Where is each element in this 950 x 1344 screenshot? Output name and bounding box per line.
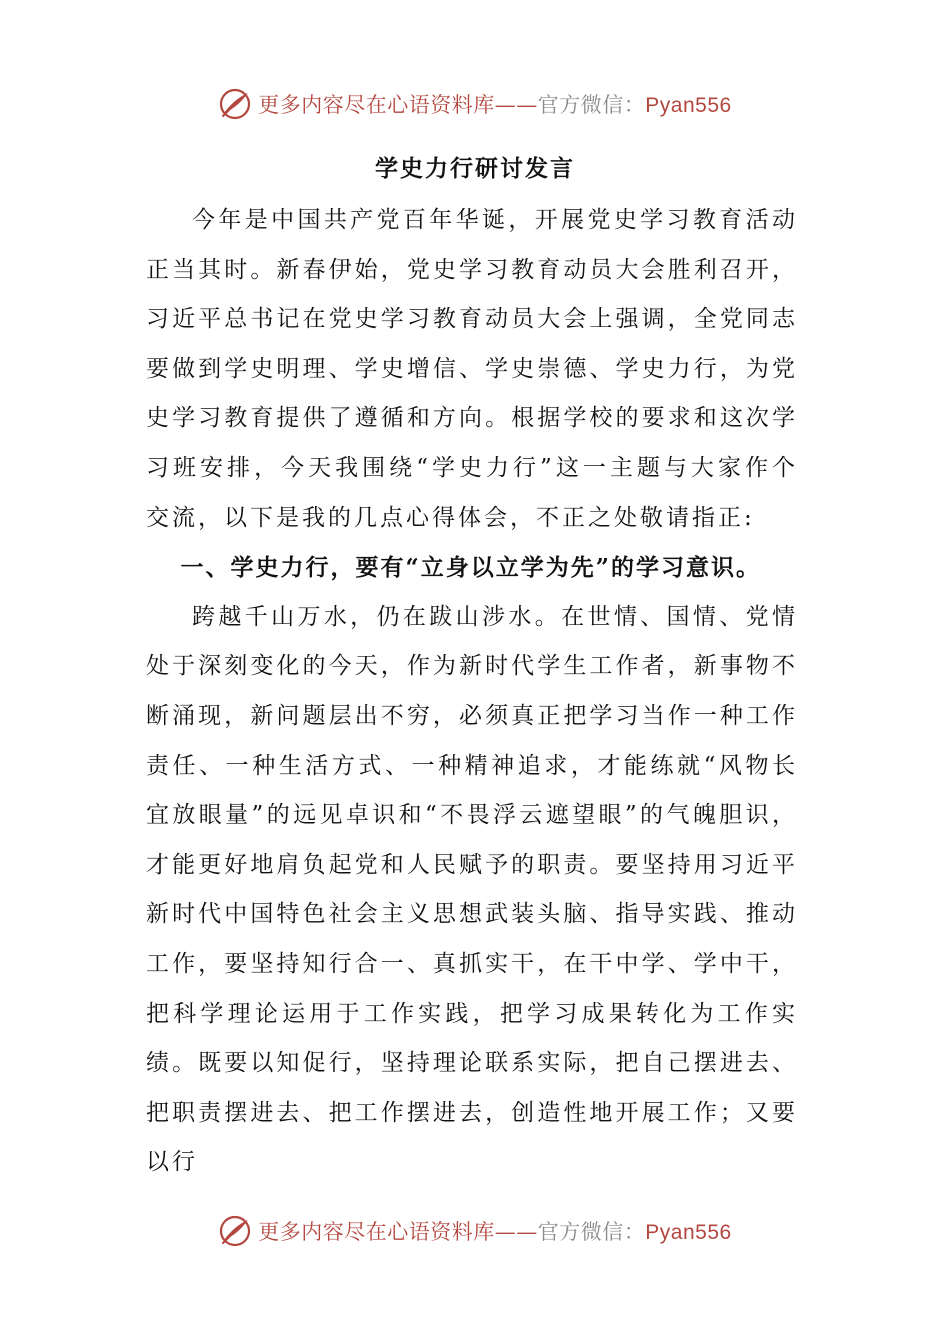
section-heading-1: 一、学史力行，要有“立身以立学为先”的学习意识。 — [180, 554, 761, 582]
watermark-text — [258, 89, 731, 119]
body-paragraph-section-1: 跨越千山万水，仍在跋山涉水。在世情、国情、党情处于深刻变化的今天，作为新时代学生工作者，新事物不断涌现，新问题层出不穷，必须真正把学习当作一种工作责任、一种生活方式、一种精神追求，才能练就“风物长宜放眼量”的远见卓识和“不畏浮云遮望眼”的气魄胆识，才能更好地肩负起党和人民赋予的职责。要坚持用习近平新时代中国特色社会主义思想武装头脑、指导实践、推动工作，要坚持知行合一、真抓实干，在干中学、学中干，把科学理论运用于工作实践，把学习成果转化为工作实绩。既要以知促行，坚持理论联系实际，把自己摆进去、把职责摆进去、把工作摆进去，创造性地开展工作；又要以行 — [146, 603, 798, 1176]
header-watermark-banner — [0, 84, 950, 124]
footer-watermark-banner — [0, 1211, 950, 1251]
watermark-wechat-id: Pyan556 — [645, 1221, 732, 1244]
watermark-wechat-label: 官方微信： — [537, 1220, 646, 1244]
document-title: 学史力行研讨发言 — [375, 155, 575, 182]
body-paragraph-intro: 今年是中国共产党百年华诞，开展党史学习教育活动正当其时。新春伊始，党史学习教育动员大会胜利召开，习近平总书记在党史学习教育动员大会上强调，全党同志要做到学史明理、学史增信、学史崇德、学史力行，为党史学习教育提供了遵循和方向。根据学校的要求和这次学习班安排，今天我围绕“学史力行”这一主题与大家作个交流，以下是我的几点心得体会，不正之处敬请指正: — [146, 207, 798, 531]
watermark-wechat-label: 官方微信： — [537, 93, 646, 117]
watermark-dash: —— — [494, 93, 538, 117]
watermark-dash: —— — [494, 1220, 538, 1244]
quill-pen-icon — [218, 87, 252, 121]
quill-pen-icon — [218, 1214, 252, 1248]
watermark-wechat-id: Pyan556 — [645, 94, 732, 117]
watermark-site-text: 更多内容尽在心语资料库 — [258, 1220, 495, 1244]
watermark-text — [258, 1216, 731, 1246]
document-body — [146, 196, 798, 1188]
watermark-site-text: 更多内容尽在心语资料库 — [258, 93, 495, 117]
